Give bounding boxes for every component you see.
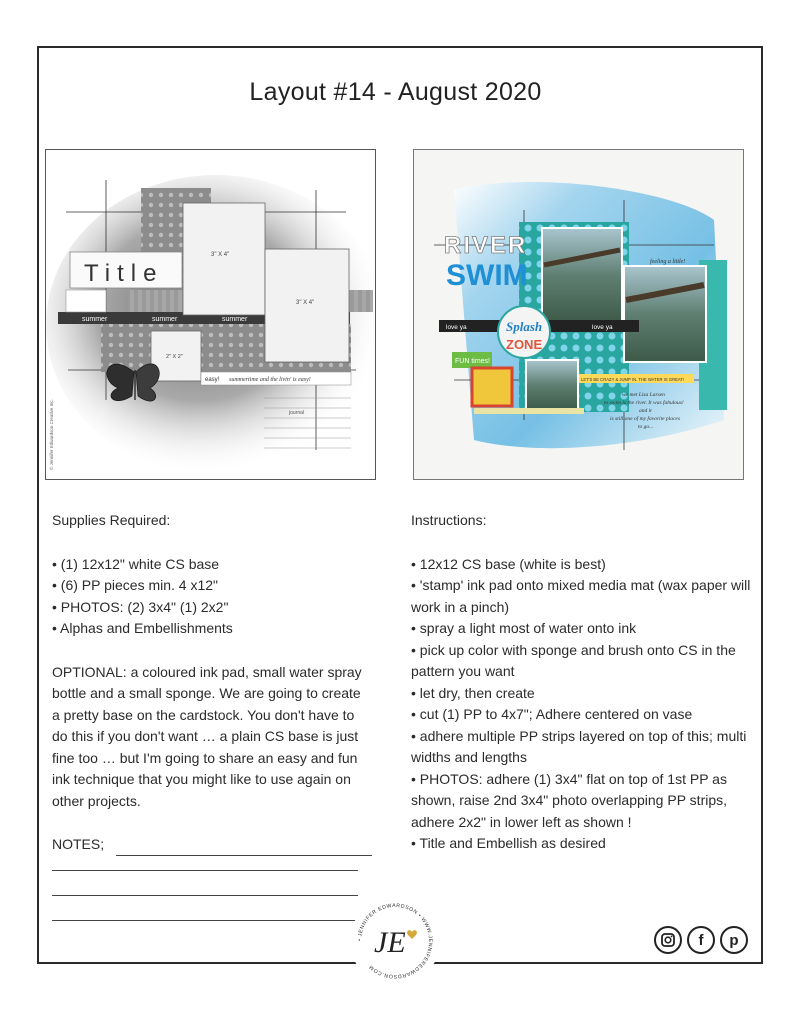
layout-photo — [414, 150, 744, 480]
quote-left: easy! — [205, 377, 220, 383]
facebook-glyph: f — [698, 931, 704, 949]
page-title: Layout #14 - August 2020 — [249, 78, 542, 106]
fun-times-text: FUN times! — [455, 358, 490, 365]
banner-word-1: summer — [82, 316, 108, 323]
supplies-heading: Supplies Required: — [52, 512, 171, 528]
je-logo[interactable] — [350, 896, 440, 986]
photo-caption: feeling a little! — [650, 259, 686, 265]
lined-paper — [66, 290, 106, 312]
supply-item: • PHOTOS: (2) 3x4" (1) 2x2" — [52, 598, 229, 615]
splash-word: Splash — [506, 319, 543, 334]
photo-small-label: 2" X 2" — [166, 354, 183, 360]
pinterest-glyph: p — [729, 931, 739, 949]
notes-line[interactable] — [52, 920, 358, 921]
layout-title-line1: RIVER — [444, 232, 528, 259]
instruction-item: • 12x12 CS base (white is best) — [411, 555, 606, 572]
layout-title-line2: SWIM — [446, 259, 528, 292]
logo-monogram: JE — [374, 926, 406, 959]
supply-item: • (6) PP pieces min. 4 x12" — [52, 577, 219, 593]
instruction-item: • let dry, then create — [411, 684, 535, 701]
instruction-item: • PHOTOS: adhere (1) 3x4" flat on top of 1st PP as shown, raise 2nd 3x4" photo overlapping PP strips, adhere 2x2" in lower left as shown ! — [411, 770, 728, 830]
river-photo-small — [526, 360, 578, 410]
supplies-list — [52, 554, 372, 640]
banner-word-2: summer — [152, 316, 178, 323]
logo-badge — [350, 896, 440, 986]
notes-line[interactable] — [116, 842, 372, 856]
banner-text-1: love ya — [446, 324, 467, 331]
notes-line[interactable] — [52, 895, 358, 896]
instruction-item: • spray a light most of water onto ink — [411, 620, 637, 636]
banner-text-2: love ya — [592, 324, 613, 331]
instructions-heading: Instructions: — [411, 512, 487, 528]
optional-paragraph: OPTIONAL: a coloured ink pad, small water spray bottle and a small sponge. We are going to create a pretty base on the cardstock. You don't have to do this if you don't want … a plain CS base is just fine too … but I'm going to share an easy and fun ink technique that you might like to use again on other projects. — [52, 663, 362, 809]
photo-large-label: 3" X 4" — [211, 252, 230, 258]
supply-item: • Alphas and Embellishments — [52, 620, 233, 636]
svg-text:to swim is the river. It was f: to swim is the river. It was fabulous! — [604, 400, 684, 406]
river-photo-2 — [624, 266, 706, 362]
layout-photo-panel — [413, 149, 744, 480]
notes-row — [52, 834, 372, 856]
facebook-icon[interactable] — [687, 926, 715, 954]
instagram-glyph — [660, 932, 676, 948]
instagram-icon[interactable] — [654, 926, 682, 954]
svg-text:is still one of my favorite pl: is still one of my favorite places — [610, 416, 680, 422]
zone-word: ZONE — [506, 337, 543, 352]
instruction-item: • pick up color with sponge and brush onto CS in the pattern you want — [411, 641, 736, 679]
quote-script: summertime and the livin' is easy! — [229, 377, 311, 383]
sketch-panel — [45, 149, 376, 480]
sketch-title-word: Title — [84, 260, 164, 287]
instructions-list — [411, 554, 751, 855]
instructions-section — [411, 510, 751, 855]
banner-word-3: summer — [222, 316, 248, 323]
ruler-strip — [474, 408, 584, 414]
notes-label: NOTES; — [52, 836, 105, 852]
instruction-item: • adhere multiple PP strips layered on top of this; multi widths and lengths — [411, 727, 747, 765]
instruction-item: • 'stamp' ink pad onto mixed media mat (wax paper will work in a pinch) — [411, 577, 751, 615]
quote-strip-text: LET'S BE CRAZY & JUMP IN. THE WATER IS GREAT! — [581, 377, 685, 382]
pinterest-icon[interactable] — [720, 926, 748, 954]
svg-text:and it: and it — [639, 408, 652, 414]
supply-item: • (1) 12x12" white CS base — [52, 555, 220, 572]
logo-ring-text: • JENNIFER EDWARDSON • WWW.JENNIFEREDWARDSON.COM — [356, 902, 434, 980]
instruction-item: • Title and Embellish as desired — [411, 835, 606, 851]
notes-line[interactable] — [52, 870, 358, 871]
sketch-drawing — [46, 150, 376, 480]
journal-label: journal — [289, 410, 305, 416]
photo-right-label: 3" X 4" — [296, 300, 315, 306]
instruction-item: • cut (1) PP to 4x7"; Adhere centered on vase — [411, 706, 693, 722]
river-photo-1 — [542, 228, 622, 323]
svg-text:we met Lisa Larsen: we met Lisa Larsen — [622, 392, 665, 398]
svg-text:to go...: to go... — [638, 424, 654, 430]
shorts-sticker — [472, 368, 512, 406]
sketch-copyright: © Jennifer Edwardson Creative Inc. — [49, 399, 54, 470]
photo-mat-large — [183, 203, 265, 315]
supplies-section — [52, 510, 372, 856]
